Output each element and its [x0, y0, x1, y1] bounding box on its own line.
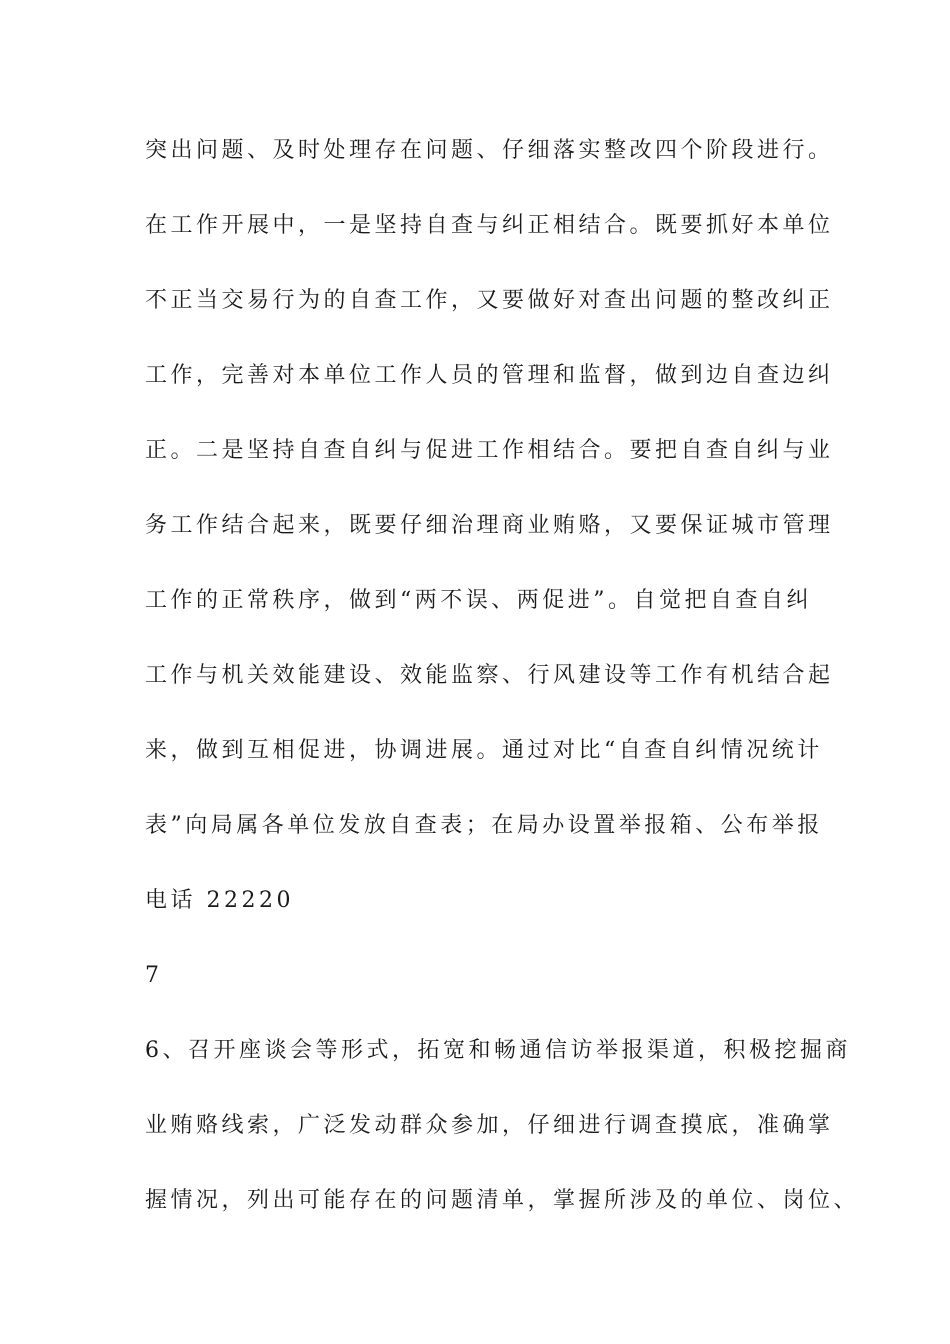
text-line-5: 正。二是坚持自查自纠与促进工作相结合。要把自查自纠与业 — [145, 438, 834, 463]
text-line-13: 6、召开座谈会等形式，拓宽和畅通信访举报渠道，积极挖掘商 — [145, 1038, 851, 1063]
text-line-3: 不正当交易行为的自查工作，又要做好对查出问题的整改纠正 — [145, 288, 834, 313]
text-line-7: 工作的正常秩序，做到“两不误、两促进”。自觉把自查自纠 — [145, 588, 812, 613]
text-line-8: 工作与机关效能建设、效能监察、行风建设等工作有机结合起 — [145, 663, 834, 688]
text-line-1: 突出问题、及时处理存在问题、仔细落实整改四个阶段进行。 — [145, 138, 834, 163]
text-line-15: 握情况，列出可能存在的问题清单，掌握所涉及的单位、岗位、 — [145, 1188, 860, 1213]
text-line-4: 工作，完善对本单位工作人员的管理和监督，做到边自查边纠 — [145, 363, 834, 388]
text-line-12: 7 — [145, 963, 163, 988]
text-line-11: 电话 22220 — [145, 888, 294, 913]
text-line-6: 务工作结合起来，既要仔细治理商业贿赂，又要保证城市管理 — [145, 513, 834, 538]
body-text — [145, 128, 860, 1253]
text-line-2: 在工作开展中，一是坚持自查与纠正相结合。既要抓好本单位 — [145, 213, 834, 238]
text-line-9: 来，做到互相促进，协调进展。通过对比“自查自纠情况统计 — [145, 738, 823, 763]
text-line-10: 表”向局属各单位发放自查表；在局办设置举报箱、公布举报 — [145, 813, 823, 838]
text-line-14: 业贿赂线索，广泛发动群众参加，仔细进行调查摸底，准确掌 — [145, 1113, 834, 1138]
